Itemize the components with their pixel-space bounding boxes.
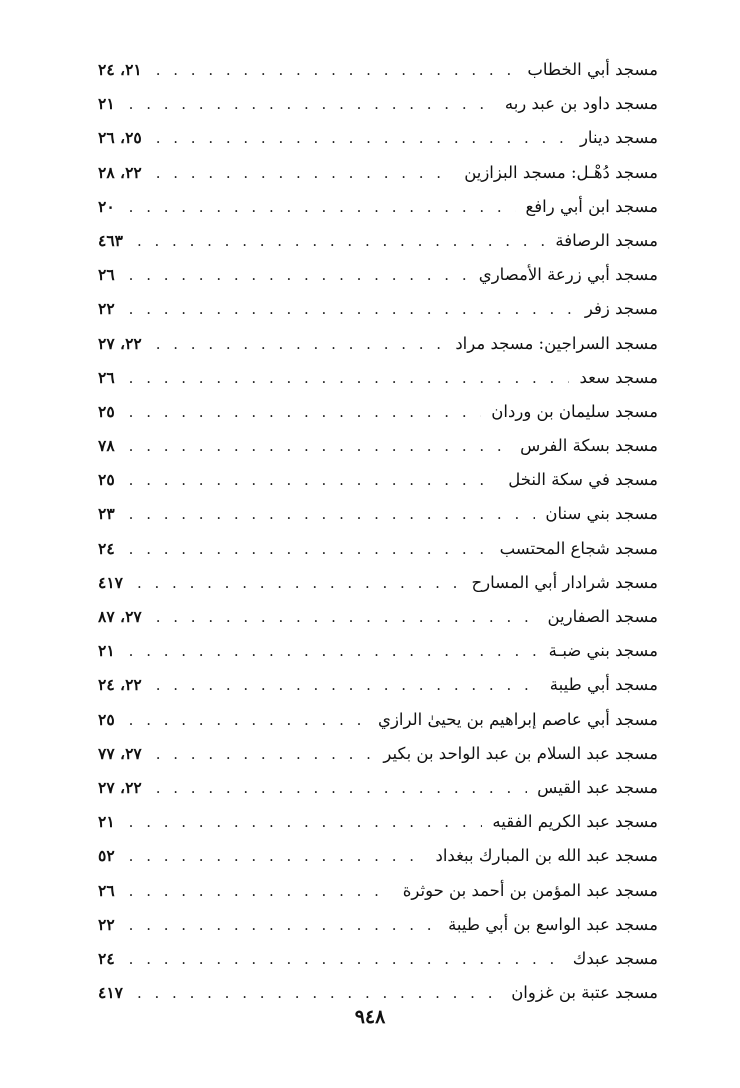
entry-page-refs: ٢٣ [98, 504, 115, 524]
index-entry [98, 497, 658, 531]
dot-leader [156, 121, 570, 155]
dot-leader [129, 463, 499, 497]
index-entry [98, 805, 658, 839]
entry-page-refs: ٧٨ [98, 436, 115, 456]
entry-name: مسجد عبدك [572, 948, 658, 968]
dot-leader [129, 497, 536, 531]
entry-name: مسجد دينار [579, 128, 658, 148]
entry-name: مسجد ابن أبي رافع [525, 196, 658, 216]
index-entry [98, 942, 658, 976]
entry-name: مسجد بني سنان [545, 504, 658, 524]
entry-page-refs: ٢١ [98, 812, 115, 832]
dot-leader [129, 292, 575, 326]
entry-name: مسجد عبد الواسع بن أبي طيبة [448, 914, 658, 934]
entry-page-refs: ٤١٧ [98, 572, 123, 592]
index-entry [98, 771, 658, 805]
entry-name: مسجد داود بن عبد ربه [504, 94, 658, 114]
entry-page-refs: ٢٦ [98, 265, 115, 285]
index-entry [98, 258, 658, 292]
entry-name: مسجد السراجين: مسجد مراد [455, 333, 658, 353]
index-entry [98, 429, 658, 463]
dot-leader [137, 224, 545, 258]
dot-leader [129, 839, 426, 873]
entry-name: مسجد عبد المؤمن بن أحمد بن حوثرة [402, 880, 658, 900]
entry-name: مسجد شرادار أبي المسارح [471, 572, 658, 592]
entry-name: مسجد بني ضبـة [548, 641, 658, 661]
dot-leader [156, 327, 446, 361]
dot-leader [129, 258, 469, 292]
dot-leader [129, 87, 495, 121]
entry-name: مسجد أبي الخطاب [527, 60, 658, 79]
entry-name: مسجد أبي عاصم إبراهيم بن يحيىٰ الرازي [378, 709, 658, 729]
index-entry [98, 327, 658, 361]
entry-page-refs: ٢٤ [98, 948, 115, 968]
entry-name: مسجد أبي طيبة [549, 675, 658, 695]
dot-leader [156, 668, 540, 702]
dot-leader [129, 874, 393, 908]
entry-name: مسجد الرصافة [555, 230, 658, 250]
entry-page-refs: ٢٢، ٢٧ [98, 777, 142, 797]
entry-page-refs: ٤١٧ [98, 983, 123, 1003]
dot-leader [129, 532, 490, 566]
dot-leader [129, 942, 563, 976]
entry-name: مسجد عبد السلام بن عبد الواحد بن بكير [383, 743, 658, 763]
index-entry [98, 668, 658, 702]
entry-page-refs: ٢١ [98, 94, 115, 114]
entry-name: مسجد عبد القيس [537, 777, 658, 797]
index-entry [98, 566, 658, 600]
entry-name: مسجد في سكة النخل [508, 470, 658, 490]
entry-page-refs: ٢٢، ٢٤ [98, 675, 142, 695]
dot-leader [156, 600, 538, 634]
entry-name: مسجد شجاع المحتسب [499, 538, 658, 558]
entry-name: مسجد الصفارين [547, 607, 658, 626]
dot-leader [129, 634, 539, 668]
entry-page-refs: ٢٧، ٨٧ [98, 607, 142, 626]
index-entry [98, 874, 658, 908]
index-entry [98, 121, 658, 155]
dot-leader [129, 703, 368, 737]
entry-page-refs: ٢٢، ٢٨ [98, 162, 142, 182]
entry-page-refs: ٢٦ [98, 880, 115, 900]
entry-name: مسجد زفر [584, 299, 658, 319]
entry-page-refs: ٢٢ [98, 299, 115, 319]
entry-page-refs: ٢١ [98, 641, 115, 661]
index-entry [98, 908, 658, 942]
entry-page-refs: ٢٦ [98, 367, 115, 387]
entry-page-refs: ٢٥ [98, 709, 115, 729]
index-entry [98, 87, 658, 121]
entry-name: مسجد سليمان بن وردان [491, 401, 658, 421]
entry-page-refs: ٢١، ٢٤ [98, 60, 142, 79]
entry-name: مسجد عتبة بن غزوان [511, 983, 658, 1003]
dot-leader [129, 190, 516, 224]
dot-leader [156, 771, 527, 805]
dot-leader [156, 53, 518, 87]
entry-name: مسجد أبي زرعة الأمصاري [478, 265, 658, 285]
index-entry [98, 224, 658, 258]
entry-page-refs: ٢٢، ٢٧ [98, 333, 142, 353]
entry-name: مسجد بسكة الفرس [520, 436, 658, 456]
dot-leader [137, 566, 462, 600]
dot-leader [129, 805, 483, 839]
index-entry [98, 361, 658, 395]
dot-leader [129, 429, 511, 463]
entry-page-refs: ٢٧، ٧٧ [98, 743, 142, 763]
entry-page-refs: ٢٥ [98, 470, 115, 490]
entry-page-refs: ٢٠ [98, 196, 115, 216]
page-number: ٩٤٨ [354, 1006, 386, 1028]
index-entry [98, 395, 658, 429]
entry-page-refs: ٢٥ [98, 401, 115, 421]
entry-page-refs: ٢٤ [98, 538, 115, 558]
dot-leader [129, 395, 482, 429]
entry-page-refs: ٥٢ [98, 846, 115, 866]
entry-name: مسجد عبد الكريم الفقيه [492, 812, 658, 832]
entry-page-refs: ٢٢ [98, 914, 115, 934]
index-entry [98, 737, 658, 771]
entry-name: مسجد دُهْـل: مسجد البزازين [464, 162, 658, 182]
entry-page-refs: ٢٥، ٢٦ [98, 128, 142, 148]
index-entry [98, 532, 658, 566]
index-entry [98, 292, 658, 326]
index-entry [98, 600, 658, 634]
index-entry [98, 156, 658, 190]
index-entry [98, 839, 658, 873]
dot-leader [156, 737, 374, 771]
dot-leader [156, 156, 454, 190]
index-entry [98, 53, 658, 87]
entry-name: مسجد عبد الله بن المبارك ببغداد [435, 846, 658, 866]
entry-page-refs: ٤٦٣ [98, 230, 123, 250]
index-entry [98, 190, 658, 224]
index-entry [98, 463, 658, 497]
dot-leader [129, 361, 570, 395]
index-entry [98, 634, 658, 668]
index-list [98, 53, 658, 1010]
dot-leader [129, 908, 438, 942]
index-entry [98, 703, 658, 737]
entry-name: مسجد سعد [579, 367, 658, 387]
